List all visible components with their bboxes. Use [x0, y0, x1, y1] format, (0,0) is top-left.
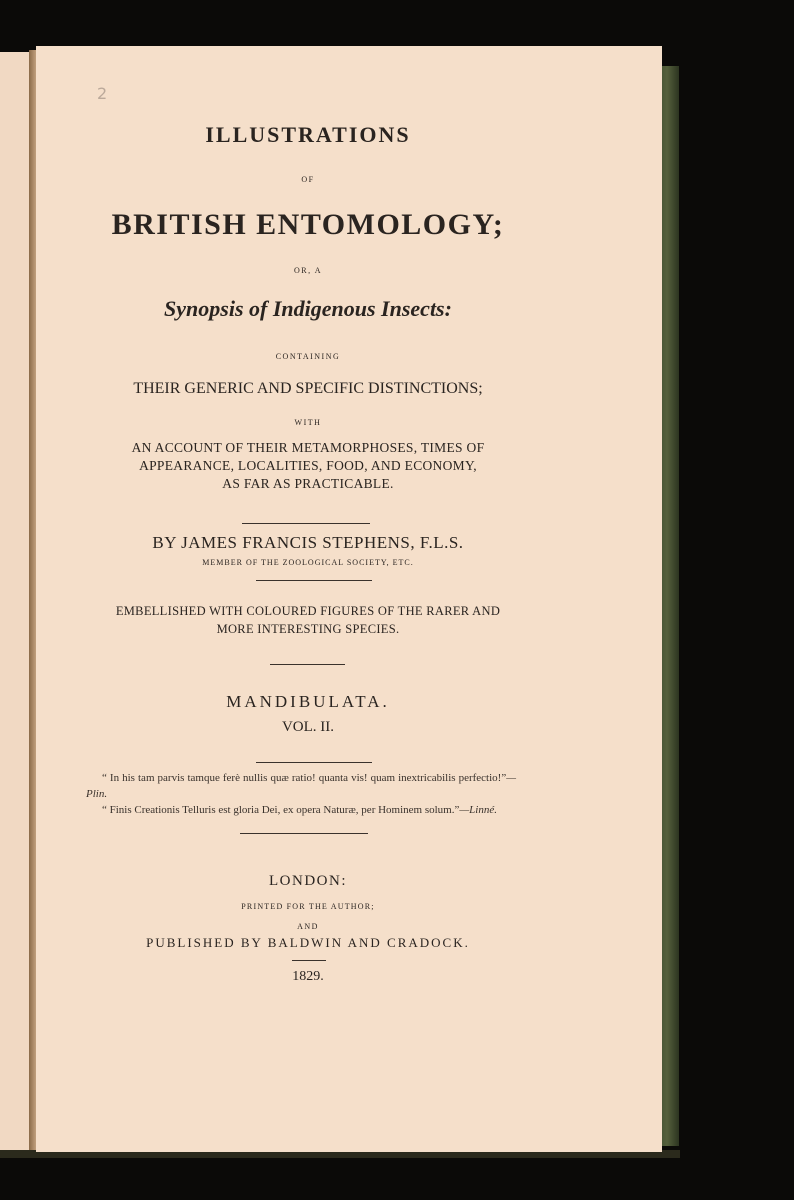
year: 1829.: [292, 969, 324, 984]
divider: [292, 960, 326, 961]
volume: VOL. II.: [281, 719, 335, 735]
divider: [270, 664, 345, 665]
epigraph-1: [86, 770, 516, 802]
title-line-1: ILLUSTRATIONS: [205, 122, 411, 147]
section-title: MANDIBULATA.: [226, 692, 390, 711]
title-line-6: CONTAINING: [275, 352, 341, 361]
title-line-4: OR, A: [294, 266, 322, 275]
main-title: BRITISH ENTOMOLOGY;: [111, 208, 505, 241]
title-line-2: OF: [301, 175, 315, 184]
embellished-line-2: MORE INTERESTING SPECIES.: [216, 622, 400, 636]
epigraph-source: —Plin.: [86, 772, 516, 800]
left-page-edge: [0, 52, 30, 1150]
epigraph-source: —Linné.: [459, 804, 497, 816]
pencil-note: 2: [97, 84, 108, 103]
embellished-line-1: EMBELLISHED WITH COLOURED FIGURES OF THE RARER AND: [115, 604, 501, 618]
and-text: AND: [297, 922, 319, 931]
divider: [242, 523, 370, 524]
blackletter-subtitle: Synopsis of Indigenous Insects:: [164, 296, 452, 321]
printed-for: PRINTED FOR THE AUTHOR;: [241, 902, 375, 911]
epigraph-2: [86, 802, 516, 818]
publisher: PUBLISHED BY BALDWIN AND CRADOCK.: [146, 935, 470, 950]
author-note: MEMBER OF THE ZOOLOGICAL SOCIETY, ETC.: [202, 558, 414, 567]
epigraph-text: “ In his tam parvis tamque ferè nullis quæ ratio! quanta vis! quam inextricabilis perfectio!”: [102, 772, 507, 784]
title-line-11: AS FAR AS PRACTICABLE.: [222, 476, 394, 491]
place: LONDON:: [269, 873, 347, 889]
title-line-10: APPEARANCE, LOCALITIES, FOOD, AND ECONOMY,: [139, 458, 477, 473]
title-line-8: WITH: [294, 418, 322, 427]
divider: [256, 762, 372, 763]
epigraph-text: “ Finis Creationis Telluris est gloria Dei, ex opera Naturæ, per Hominem solum.”: [102, 804, 460, 816]
divider: [240, 833, 368, 834]
divider: [256, 580, 372, 581]
author: BY JAMES FRANCIS STEPHENS, F.L.S.: [152, 533, 464, 552]
title-line-7: THEIR GENERIC AND SPECIFIC DISTINCTIONS;: [133, 380, 483, 397]
title-line-9: AN ACCOUNT OF THEIR METAMORPHOSES, TIMES OF: [131, 440, 485, 455]
